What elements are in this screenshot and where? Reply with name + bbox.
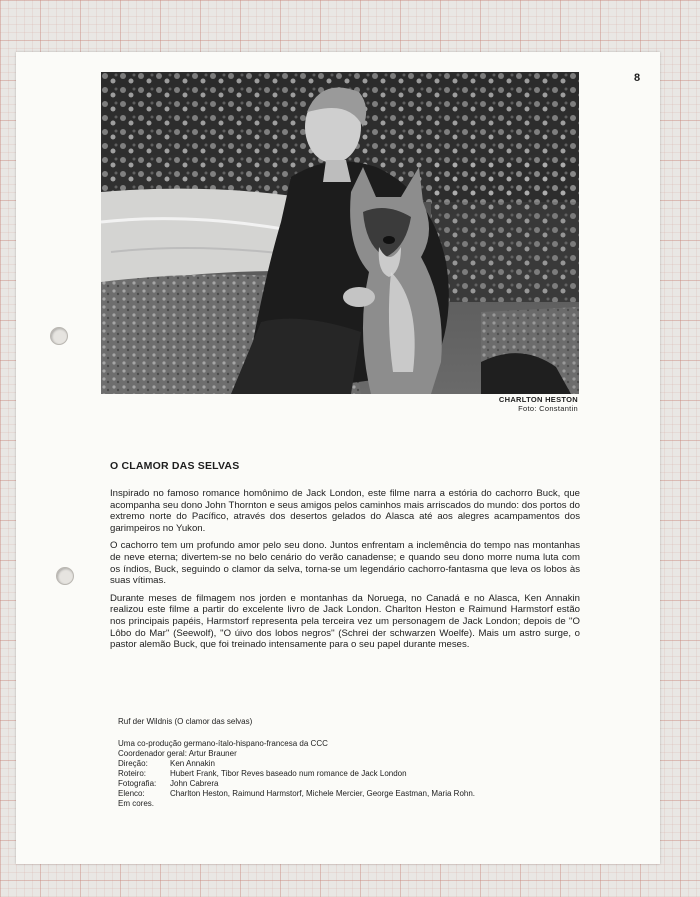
paragraph: Durante meses de filmagem nos jorden e montanhas da Noruega, no Canadá e no Alasca, Ken Annakin realizou este filme a partir do excelente livro de Jack London. Charlton Heston e Raimund Harmstorf estão nos principais papéis, Harmstorf representa pela terceira vez um personagem de Jack London; depois de ''O Lôbo do Mar'' (Seewolf), ''O úivo dos lobos negros'' (Schrei der schwarzen Woelfe). Mais um astro surge, o pastor alemão Buck, que foi treinado intensamente para o seu papel durante meses.: [110, 592, 580, 651]
coordinator-line: Coordenador geral: Artur Brauner: [118, 749, 237, 758]
credit-value: Charlton Heston, Raimund Harmstorf, Michele Mercier, George Eastman, Maria Rohn.: [170, 789, 476, 798]
credit-value: Ken Annakin: [170, 759, 215, 768]
paragraph: O cachorro tem um profundo amor pelo seu dono. Juntos enfrentam a inclemência do tempo nas montanhas de neve eterna; divertem-se no belo cenário do verão canadense; e quando seu dono morre numa luta com os índios, Buck, seguindo o clamor da selva, torna-se um legendário cachorro-fantasma que leva os lobos às suas vítimas.: [110, 540, 580, 587]
credit-value: John Cabrera: [170, 779, 219, 788]
credit-row-direction: [118, 759, 578, 769]
credit-key: Elenco:: [118, 789, 145, 798]
color-note: Em cores.: [118, 799, 155, 808]
punch-hole: [56, 567, 74, 585]
credit-row-photography: [118, 779, 578, 789]
credit-row-cast: [118, 789, 578, 799]
document-sheet: [16, 52, 660, 864]
film-original-title: Ruf der Wildnis (O clamor das selvas): [118, 717, 253, 726]
caption-name: CHARLTON HESTON: [498, 395, 578, 404]
credit-key: Roteiro:: [118, 769, 147, 778]
credit-value: Hubert Frank, Tibor Reves baseado num romance de Jack London: [170, 769, 407, 778]
page-number: 8: [634, 72, 641, 84]
photo-caption: [499, 395, 578, 413]
credit-key: Direção:: [118, 759, 148, 768]
punch-hole: [50, 327, 68, 345]
caption-credit: Foto: Constantin: [518, 404, 578, 413]
production-line: Uma co-produção germano-ítalo-hispano-francesa da CCC: [118, 739, 328, 748]
credit-row-screenplay: [118, 769, 578, 779]
photo-illustration: [101, 72, 579, 394]
paragraph: Inspirado no famoso romance homônimo de Jack London, este filme narra a estória do cachorro Buck, que acompanha seu dono John Thornton e seus amigos pelos caminhos mais arriscados do mundo: dos portos do extremo norte do Pacífico, através dos desertos gelados do Alasca até aos alegres acampamentos dos garimpeiros no Yukon.: [110, 488, 580, 534]
film-credits: [118, 717, 578, 809]
article-body: [110, 488, 580, 657]
article-title: O CLAMOR DAS SELVAS: [110, 460, 240, 472]
credit-key: Fotografia:: [118, 779, 157, 788]
film-still-photo: [101, 72, 579, 394]
